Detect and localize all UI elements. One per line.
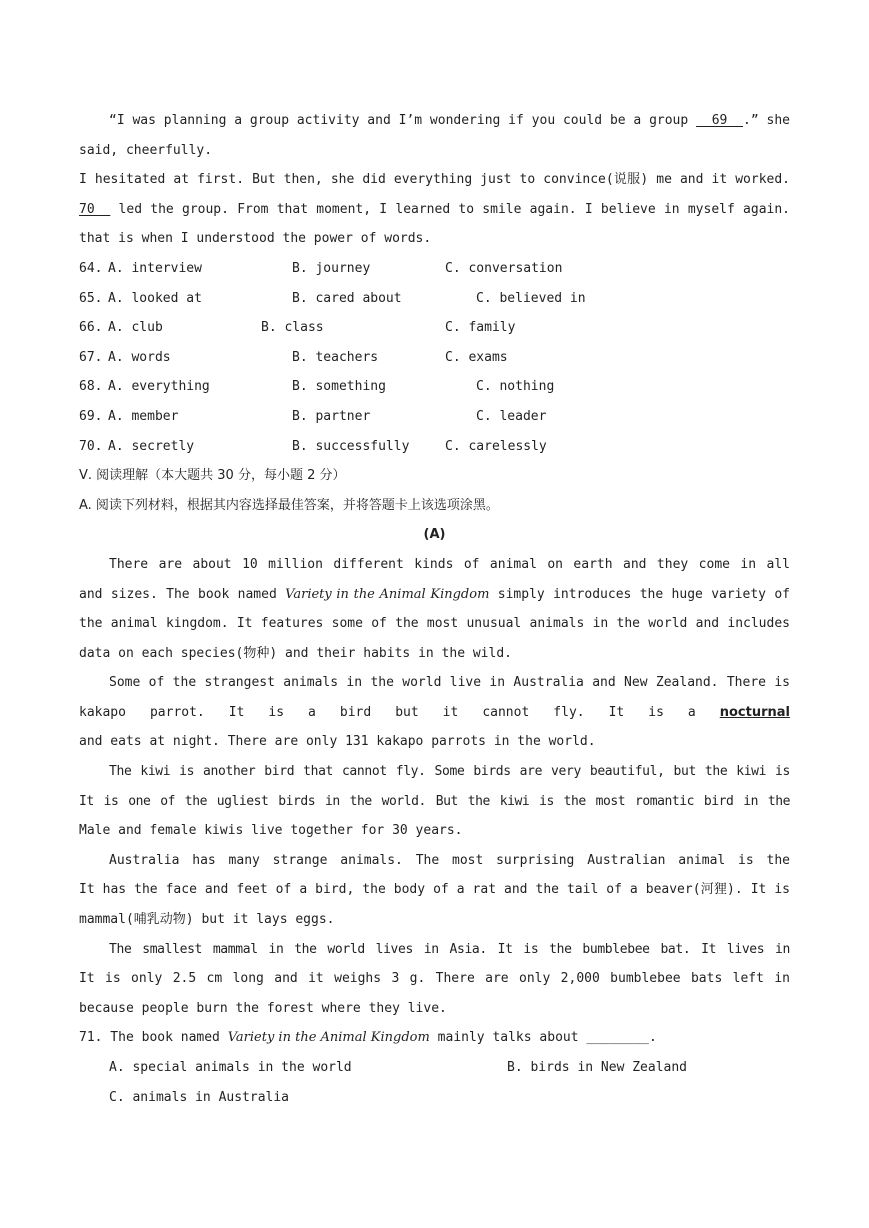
option-b: B. class — [261, 320, 324, 336]
option-c: C. animals in Australia — [109, 1089, 290, 1105]
option-b: B. something — [292, 379, 386, 395]
section-heading: Ⅴ. 阅读理解（本大题共 30 分，每小题 2 分） — [79, 468, 346, 484]
option-b: B. partner — [292, 408, 371, 424]
section-instruction: A. 阅读下列材料，根据其内容选择最佳答案，并将答题卡上该选项涂黑。 — [79, 497, 499, 513]
question-71-options-row — [79, 1053, 790, 1083]
option-b: B. successfully — [292, 438, 410, 454]
option-b: B. teachers — [292, 349, 379, 365]
passage-line: The kiwi is another bird that cannot fly. Some birds are very beautiful, but the kiwi is — [109, 764, 790, 780]
question-options — [79, 313, 790, 343]
question-71-options-row — [79, 1083, 790, 1113]
text: mainly talks about ________. — [429, 1030, 657, 1046]
text: simply introduces the huge variety of — [489, 586, 790, 602]
option-a: A. secretly — [108, 438, 195, 454]
book-title: Variety in the Animal Kingdom — [227, 1030, 430, 1046]
passage-line — [79, 698, 790, 728]
question-number: 69. — [79, 408, 103, 424]
cloze-paragraph-line — [79, 106, 790, 136]
question-number: 64. — [79, 260, 103, 276]
cloze-paragraph-line — [79, 195, 790, 225]
question-number: 68. — [79, 379, 103, 395]
exam-page — [79, 106, 790, 1112]
passage-line: because people burn the forest where they live. — [79, 1000, 447, 1016]
passage-line: There are about 10 million different kinds of animal on earth and they come in all — [109, 556, 790, 572]
question-options — [79, 402, 790, 432]
option-c: C. conversation — [445, 260, 563, 276]
question-number: 70. — [79, 438, 103, 454]
option-c: C. exams — [445, 349, 508, 365]
passage-line: and eats at night. There are only 131 kakapo parrots in the world. — [79, 734, 596, 750]
question-number: 67. — [79, 349, 103, 365]
option-c: C. carelessly — [445, 438, 547, 454]
blank-70: 70 — [79, 201, 111, 217]
option-b: B. birds in New Zealand — [507, 1060, 688, 1075]
option-b: B. journey — [292, 260, 371, 276]
cloze-paragraph-line: said, cheerfully. — [79, 142, 213, 158]
passage-line — [79, 580, 790, 610]
option-a: A. member — [108, 408, 179, 424]
passage-line: It has the face and feet of a bird, the body of a rat and the tail of a beaver(河狸). It is — [79, 882, 790, 898]
option-c: C. leader — [476, 408, 547, 424]
option-c: C. family — [445, 320, 516, 336]
option-a: A. special animals in the world — [109, 1060, 352, 1075]
option-c: C. nothing — [476, 379, 555, 395]
passage-line: Male and female kiwis live together for 30 years. — [79, 823, 463, 839]
question-number: 65. — [79, 290, 103, 306]
question-number: 66. — [79, 320, 103, 336]
passage-line: data on each species(物种) and their habits in the wild. — [79, 645, 512, 661]
passage-label: (A) — [423, 527, 446, 543]
passage-line: the animal kingdom. It features some of the most unusual animals in the world and includes — [79, 616, 790, 632]
text: kakapo parrot. It is a bird but it cannot fly. It is a — [79, 704, 720, 720]
text: and sizes. The book named — [79, 586, 286, 602]
option-a: A. looked at — [108, 290, 202, 306]
text: 71. The book named — [79, 1030, 228, 1046]
question-options — [79, 372, 790, 402]
question-options — [79, 254, 790, 284]
option-a: A. club — [108, 320, 163, 336]
text: “I was planning a group activity and I’m wondering if you could be a group — [109, 113, 689, 128]
passage-line: The smallest mammal in the world lives in Asia. It is the bumblebee bat. It lives in — [109, 941, 790, 957]
passage-line: Some of the strangest animals in the world live in Australia and New Zealand. There is — [109, 675, 790, 691]
blank-69: 69 — [696, 113, 744, 128]
cloze-paragraph-line: I hesitated at first. But then, she did everything just to convince(说服) me and it worked. — [79, 172, 790, 188]
passage-line: mammal(哺乳动物) but it lays eggs. — [79, 912, 335, 928]
text: .” she — [743, 113, 790, 128]
book-title: Variety in the Animal Kingdom — [285, 586, 490, 602]
option-a: A. words — [108, 349, 171, 365]
cloze-paragraph-line: that is when I understood the power of words. — [79, 231, 432, 247]
underlined-word: nocturnal — [719, 704, 790, 720]
passage-line: Australia has many strange animals. The most surprising Australian animal is the — [109, 852, 790, 868]
text: led the group. From that moment, I learned to smile again. I believe in myself again. — [118, 201, 790, 217]
passage-line: It is one of the ugliest birds in the world. But the kiwi is the most romantic bird in the — [79, 793, 790, 809]
question-options — [79, 284, 790, 314]
question-options — [79, 343, 790, 373]
question-71-stem — [79, 1023, 790, 1053]
option-a: A. everything — [108, 379, 210, 395]
option-b: B. cared about — [292, 290, 402, 306]
option-a: A. interview — [108, 260, 202, 276]
passage-line: It is only 2.5 cm long and it weighs 3 g. There are only 2,000 bumblebee bats left in — [79, 971, 790, 987]
question-options — [79, 432, 790, 462]
option-c: C. believed in — [476, 290, 586, 306]
